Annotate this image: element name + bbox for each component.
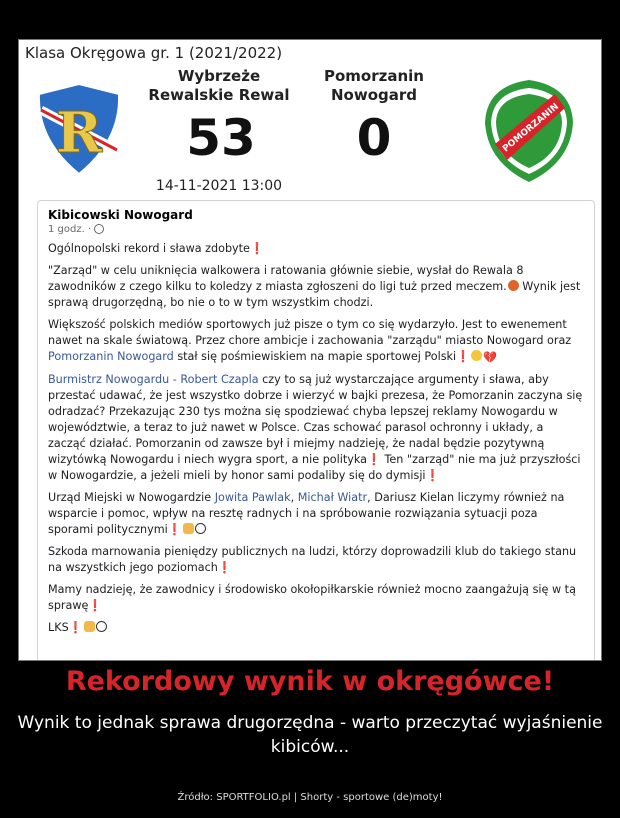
away-team-name — [309, 67, 439, 105]
soccer-ball-icon — [96, 621, 107, 632]
p2a-text: "Zarząd" w celu uniknięcia walkowera i ratowania głównie siebie, wysłał do Rewala 8 zawodników z czego kilku to koledzy z miasta zgłoszeni do ligi tuż przed meczem. — [48, 264, 524, 293]
exclamation-icon: ❗ — [217, 561, 232, 574]
angry-face-icon — [508, 280, 519, 291]
match-datetime: 14-11-2021 13:00 — [155, 178, 283, 194]
p3b-text: stał się pośmiewiskiem na mapie sportowej Polski — [173, 350, 457, 363]
post-paragraph-2 — [48, 263, 584, 311]
facebook-post — [37, 200, 595, 661]
screenshot-frame — [18, 39, 602, 661]
globe-icon — [94, 224, 104, 234]
post-time[interactable]: 1 godz. · — [48, 224, 92, 235]
p7-text: Mamy nadzieję, że zawodnicy i środowisko okołopiłkarskie również mocno zaangażują się w tą sprawę — [48, 583, 576, 612]
headline: Rekordowy wynik w okręgówce! — [65, 666, 555, 697]
p3a-text: Większość polskich mediów sportowych już pisze o tym co się wydarzyło. Jest to ewenement nawet na skale światową. Przez chore ambicje i zachowania "zarządu" miasto Nowogard oraz — [48, 318, 572, 347]
post-paragraph-6 — [48, 544, 584, 576]
post-paragraph-3 — [48, 317, 584, 366]
p5a-text: Urząd Miejski w Nowogardzie — [48, 491, 215, 504]
post-paragraph-4 — [48, 372, 584, 484]
exclamation-icon: ❗ — [88, 599, 103, 612]
home-score: 53 — [186, 109, 256, 167]
home-team-name — [127, 67, 311, 105]
pomorzanin-link[interactable]: Pomorzanin Nowogard — [48, 350, 174, 363]
post-paragraph-8 — [48, 620, 584, 636]
exclamation-icon: ❗ — [68, 621, 83, 634]
p5-separator: , — [290, 491, 298, 504]
rewal-crest-icon — [33, 80, 125, 178]
league-title: Klasa Okręgowa gr. 1 (2021/2022) — [25, 44, 283, 62]
flexed-arm-icon — [84, 621, 95, 632]
post-paragraph-7 — [48, 582, 584, 614]
sad-face-icon — [471, 350, 482, 361]
post-paragraph-5 — [48, 490, 584, 538]
p2b-text: Wynik jest sprawą drugorzędną, bo nie o to w tym wszystkim chodzi. — [48, 280, 581, 309]
burmistrz-link[interactable]: Burmistrz Nowogardu - Robert Czapla — [48, 373, 259, 386]
away-team-label: Pomorzanin Nowogard — [324, 67, 424, 104]
soccer-ball-icon — [195, 523, 206, 534]
p4b-text: Ten "zarząd" nie ma już przyszłości w Nowogardzie, a jeżeli mieli by honor sami podaliby się do dymisji — [48, 453, 581, 482]
p4a-text: czy to są już wystarczające argumenty i sława, aby przestać udawać, że jest wszystko dobrze i wierzyć w bajki prezesa, że Pomorzanin zaczyna się odradzać? Przekazując 230 tys można się spodziewać chyba lepszej reklamy Nowogardu w województwie, a teraz to już nawet w Polsce. Czas schować parasol ochronny i układy, a zacząć działać. Pomorzanin od zawsze był i miejmy nadzieję, że nadal będzie pozytywną wizytówką Nowogardu i niech wygra sport, a nie polityka — [48, 373, 583, 466]
source-credit: Źródło: SPORTFOLIO.pl | Shorty - sportowe (de)moty! — [177, 792, 443, 803]
subheadline: Wynik to jednak sprawa drugorzędna - warto przeczytać wyjaśnienie kibiców... — [17, 713, 603, 757]
exclamation-icon: ❗ — [249, 242, 264, 255]
pomorzanin-crest-icon — [481, 78, 577, 184]
michal-wiatr-link[interactable]: Michał Wiatr — [297, 491, 368, 504]
away-score: 0 — [356, 109, 392, 167]
broken-heart-icon: 💔 — [483, 351, 497, 364]
exclamation-icon: ❗ — [456, 350, 471, 363]
p8-text: LKS — [48, 621, 69, 634]
exclamation-icon: ❗ — [367, 453, 381, 466]
exclamation-icon: ❗ — [167, 523, 182, 536]
exclamation-icon: ❗ — [425, 469, 440, 482]
p1-text: Ogólnopolski rekord i sława zdobyte — [48, 242, 250, 255]
flexed-arm-icon — [183, 523, 194, 534]
post-author[interactable]: Kibicowski Nowogard — [48, 208, 193, 222]
home-team-label: Wybrzeże Rewalskie Rewal — [148, 67, 290, 104]
pomorzanin-crest-text: POMORZANIN — [501, 101, 561, 155]
rewal-crest-letter: R — [55, 100, 103, 166]
p5b-text: , Dariusz Kielan liczymy również na wsparcie i pomoc, wpływ na resztę radnych i na spróbowanie rozwiązania sytuacji poza sporami politycznymi — [48, 491, 565, 536]
post-paragraph-1 — [48, 241, 584, 257]
jowita-pawlak-link[interactable]: Jowita Pawlak — [214, 491, 291, 504]
post-meta — [48, 224, 584, 235]
p6-text: Szkoda marnowania pieniędzy publicznych na ludzi, którzy doprowadzili klub do takiego stanu na wszystkich jego poziomach — [48, 545, 577, 574]
